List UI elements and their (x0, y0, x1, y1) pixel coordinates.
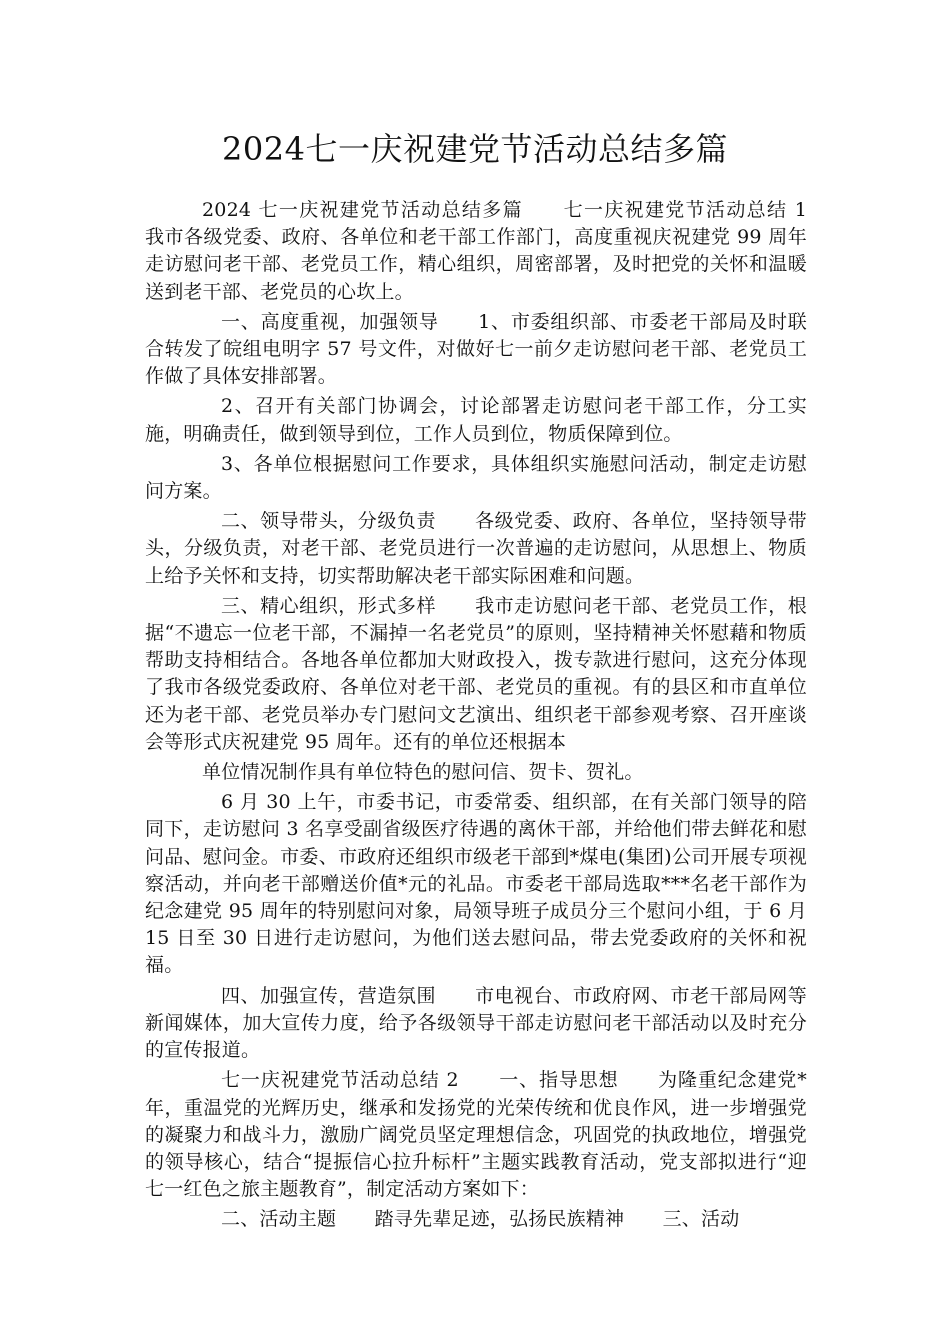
paragraph-section-3: 三、精心组织，形式多样 我市走访慰问老干部、老党员工作，根据“不遗忘一位老干部，不漏掉一名老党员”的原则，坚持精神关怀慰藉和物质帮助支持相结合。各地各单位都加大财政投入，拨专款进行慰问，这充分体现了我市各级党委政府、各单位对老干部、老党员的重视。有的县区和市直单位还为老干部、老党员举办专门慰问文艺演出、组织老干部参观考察、召开座谈会等形式庆祝建党 95 周年。还有的单位还根据本 (145, 594, 807, 753)
paragraph-intro: 2024 七一庆祝建党节活动总结多篇 七一庆祝建党节活动总结 1 我市各级党委、政府、各单位和老干部工作部门，高度重视庆祝建党 99 周年走访慰问老干部、老党员工作，精心组织，周密部署，及时把党的关怀和温暖送到老干部、老党员的心坎上。 (145, 199, 846, 303)
paragraph-summary-2: 七一庆祝建党节活动总结 2 一、指导思想 为隆重纪念建党*年，重温党的光辉历史，继承和发扬党的光荣传统和优良作风，进一步增强党的凝聚力和战斗力，激励广阔党员坚定理想信念，巩固党的执政地位，增强党的领导核心，结合“提振信心拉升标杆”主题实践教育活动，党支部拟进行“迎七一红色之旅主题教育”，制定活动方案如下： (145, 1069, 807, 1201)
document-title: 2024七一庆祝建党节活动总结多篇 (222, 130, 728, 168)
paragraph-continuation: 单位情况制作具有单位特色的慰问信、贺卡、贺礼。 (202, 761, 644, 784)
paragraph-item-2: 2、召开有关部门协调会，讨论部署走访慰问老干部工作，分工实施，明确责任，做到领导到位，工作人员到位，物质保障到位。 (145, 395, 807, 445)
document-body (145, 197, 846, 1237)
paragraph-item-3: 3、各单位根据慰问工作要求，具体组织实施慰问活动，制定走访慰问方案。 (145, 452, 807, 503)
paragraph-section-4: 四、加强宣传，营造氛围 市电视台、市政府网、市老干部局网等新闻媒体，加大宣传力度，给予各级领导干部走访慰问老干部活动以及时充分的宣传报道。 (145, 984, 807, 1062)
paragraph-activity-theme: 二、活动主题 踏寻先辈足迹，弘扬民族精神 三、活动 (221, 1208, 740, 1231)
paragraph-section-1: 一、高度重视，加强领导 1、市委组织部、市委老干部局及时联合转发了皖组电明字 57 号文件，对做好七一前夕走访慰问老干部、老党员工作做了具体安排部署。 (145, 310, 807, 388)
paragraph-june-30: 6 月 30 上午，市委书记，市委常委、组织部，在有关部门领导的陪同下，走访慰问 3 名享受副省级医疗待遇的离休干部，并给他们带去鲜花和慰问品、慰问金。市委、市政府还组织市级老干部到*煤电(集团)公司开展专项视察活动，并向老干部赠送价值*元的礼品。市委老干部局选取***名老干部作为纪念建党 95 周年的特别慰问对象，局领导班子成员分三个慰问小组，于 6 月 15 日至 30 日进行走访慰问，为他们送去慰问品，带去党委政府的关怀和祝福。 (145, 791, 807, 977)
paragraph-section-2: 二、领导带头，分级负责 各级党委、政府、各单位，坚持领导带头，分级负责，对老干部、老党员进行一次普遍的走访慰问，从思想上、物质上给予关怀和支持，切实帮助解决老干部实际困难和问题。 (145, 510, 807, 587)
